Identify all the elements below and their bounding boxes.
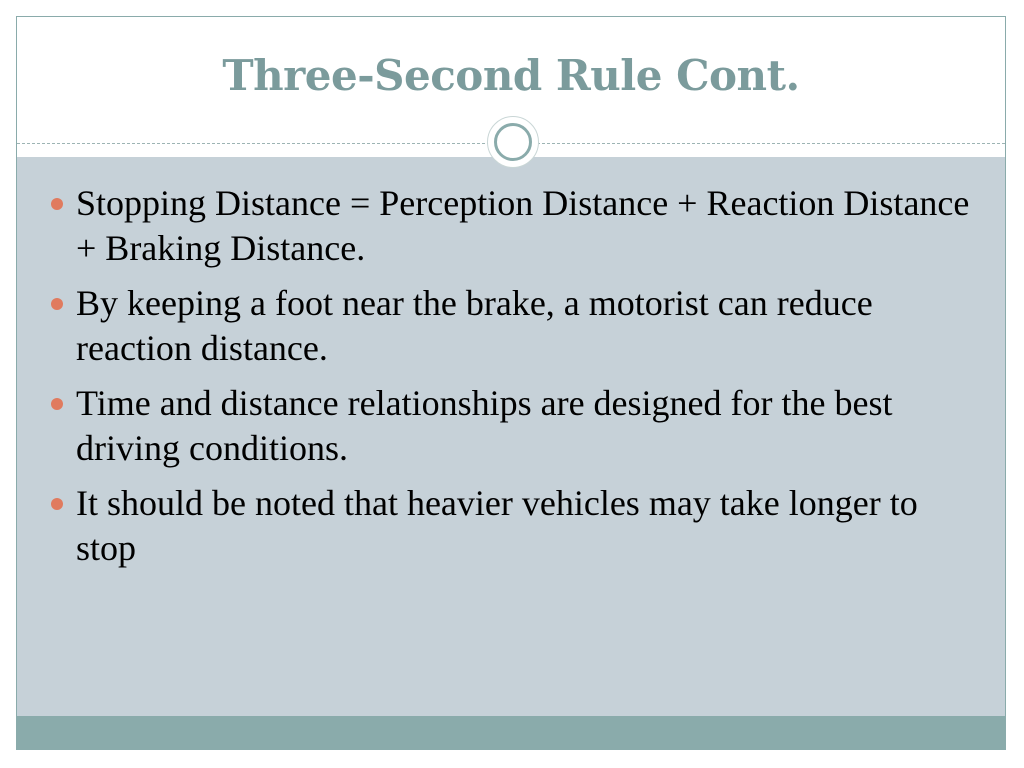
bullet-dot-icon [51, 298, 63, 310]
bullet-item [17, 481, 1005, 571]
bullet-text: Stopping Distance = Perception Distance + Reaction Distance + Braking Distance. [76, 183, 970, 268]
bullet-text: It should be noted that heavier vehicles may take longer to stop [76, 483, 918, 568]
bullet-item [17, 181, 1005, 271]
bullet-item [17, 381, 1005, 471]
bullet-list [17, 181, 1005, 581]
footer-bar [17, 716, 1005, 750]
circle-ornament-icon [487, 116, 539, 168]
slide-title: Three-Second Rule Cont. [222, 51, 800, 100]
bullet-dot-icon [51, 498, 63, 510]
bullet-dot-icon [51, 398, 63, 410]
slide [16, 16, 1006, 750]
bullet-text: Time and distance relationships are designed for the best driving conditions. [76, 383, 893, 468]
bullet-text: By keeping a foot near the brake, a motorist can reduce reaction distance. [76, 283, 873, 368]
bullet-item [17, 281, 1005, 371]
ornament-ring [494, 123, 532, 161]
bullet-dot-icon [51, 198, 63, 210]
